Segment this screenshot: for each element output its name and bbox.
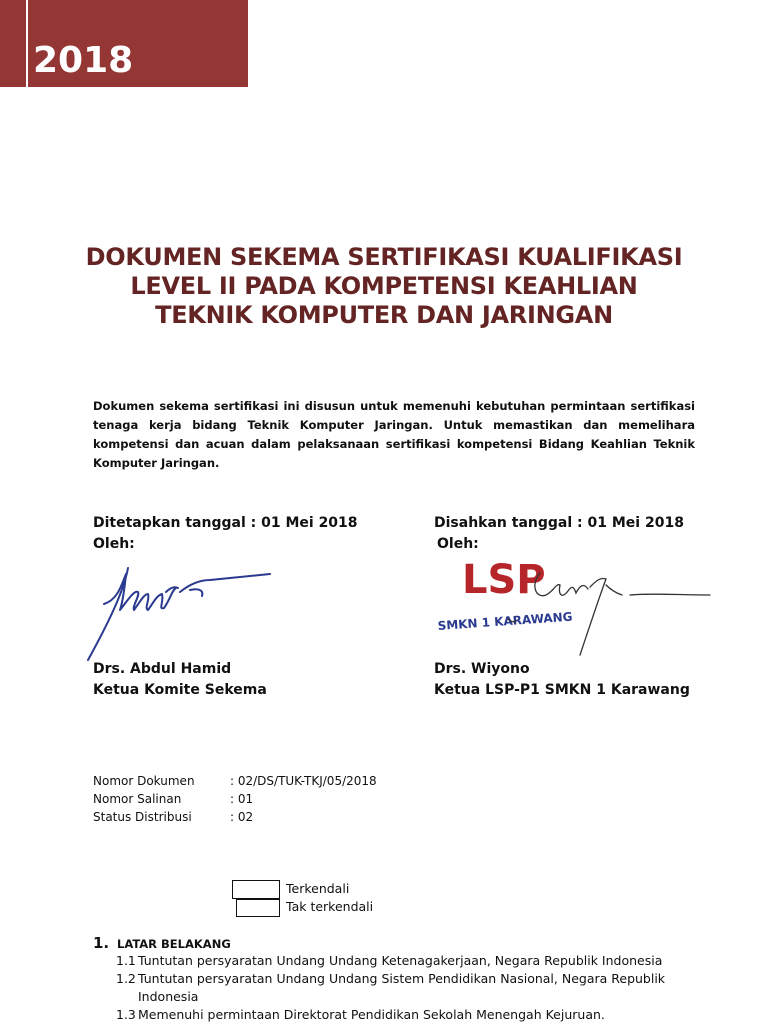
left-signer-name: Drs. Abdul Hamid: [93, 661, 232, 677]
year-banner: [0, 0, 248, 87]
year-label: 2018: [33, 40, 134, 81]
document-title: [60, 243, 708, 330]
section-items: [116, 952, 665, 1024]
right-by-label: Oleh:: [437, 536, 479, 552]
signature-abdul-hamid: [80, 560, 280, 670]
section-title: LATAR BELAKANG: [117, 937, 231, 951]
info-value: : 02: [230, 810, 254, 824]
item-number: 1.3: [116, 1007, 136, 1022]
controlled-label: Terkendali: [286, 881, 350, 896]
info-row-distribution-status: [93, 808, 377, 826]
title-line-2: LEVEL II PADA KOMPETENSI KEAHLIAN: [130, 272, 638, 300]
uncontrolled-checkbox[interactable]: [236, 899, 280, 917]
item-text-continued: Indonesia: [138, 989, 199, 1004]
list-item: [116, 970, 665, 1006]
stamp-caption: SMKN 1 KARAWANG: [437, 609, 573, 633]
item-text-wrap: [138, 970, 665, 1006]
info-label: Nomor Dokumen: [93, 774, 195, 788]
list-item: [116, 952, 665, 970]
left-date-line: Ditetapkan tanggal : 01 Mei 2018: [93, 515, 358, 531]
uncontrolled-label: Tak terkendali: [286, 899, 374, 914]
list-item: [116, 1006, 665, 1024]
info-row-copy-number: [93, 790, 377, 808]
controlled-checkbox[interactable]: [232, 880, 280, 899]
section-background: [93, 934, 665, 1024]
intro-paragraph: Dokumen sekema sertifikasi ini disusun untuk memenuhi kebutuhan permintaan sertifikasi tenaga kerja bidang Teknik Komputer Jaringan. Untuk memastikan dan memelihara kompetensi dan acuan dalam pelaksanaan sertifikasi kompetensi Bidang Keahlian Teknik Komputer Jaringan.: [93, 399, 695, 470]
item-text: Tuntutan persyaratan Undang Undang Sistem Pendidikan Nasional, Negara Republik: [138, 971, 666, 986]
document-info: [93, 772, 377, 826]
left-signer-role: Ketua Komite Sekema: [93, 682, 267, 698]
title-line-3: TEKNIK KOMPUTER DAN JARINGAN: [155, 301, 613, 329]
left-by-label: Oleh:: [93, 536, 135, 552]
title-line-1: DOKUMEN SEKEMA SERTIFIKASI KUALIFIKASI: [85, 243, 683, 271]
info-value: : 01: [230, 792, 254, 806]
right-date-line: Disahkan tanggal : 01 Mei 2018: [434, 515, 684, 531]
item-number: 1.2: [116, 971, 136, 986]
right-signer-role: Ketua LSP-P1 SMKN 1 Karawang: [434, 682, 690, 698]
item-text: Memenuhi permintaan Direktorat Pendidikan Sekolah Menengah Kejuruan.: [138, 1007, 605, 1022]
info-label: Status Distribusi: [93, 810, 192, 824]
banner-divider: [26, 0, 28, 87]
section-heading: [93, 934, 665, 952]
right-signer-name: Drs. Wiyono: [434, 661, 530, 677]
info-row-document-number: [93, 772, 377, 790]
item-number: 1.1: [116, 953, 136, 968]
stamp-logo-text: LSP: [462, 557, 546, 603]
info-value: : 02/DS/TUK-TKJ/05/2018: [230, 774, 377, 788]
section-number: 1.: [93, 934, 110, 952]
lsp-stamp-signature: [430, 555, 720, 665]
item-text: Tuntutan persyaratan Undang Undang Ketenagakerjaan, Negara Republik Indonesia: [138, 953, 663, 968]
info-label: Nomor Salinan: [93, 792, 182, 806]
